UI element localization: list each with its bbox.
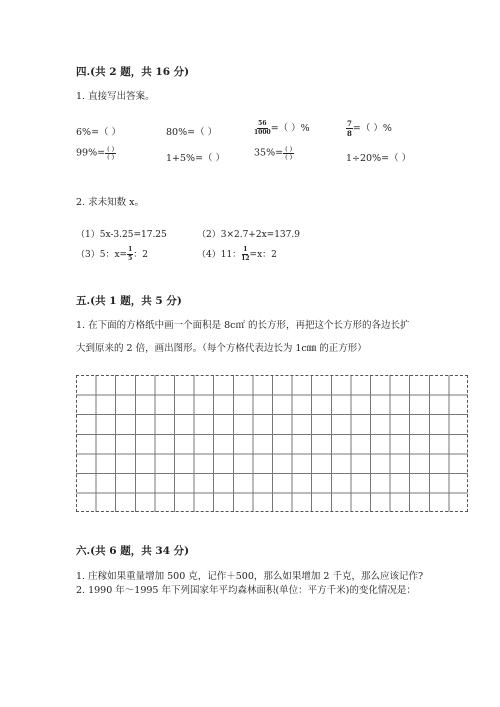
q1-prompt: 1. 直接写出答案。 [76, 91, 155, 102]
q2-prompt: 2. 求未知数 x。 [76, 197, 144, 208]
section-6-question-1: 1. 庄稼如果重量增加 500 克，记作＋500，那么如果增加 2 千克，那么应该记作? [76, 571, 424, 582]
calc-56-over-1000: $\frac{56}{1000}$ =（ ）% [254, 120, 310, 136]
calc-6-percent: 6%=（ ） [76, 127, 122, 138]
calc-99-percent: 99%= $\frac{( )}{( )}$ [76, 145, 115, 161]
equation-3: （3）5：x= $\frac{1}{5}$ ：2 [76, 246, 148, 262]
section-5-question-line-2: 大到原来的 2 倍，画出图形。（每个方格代表边长为 1c㎜ 的正方形） [76, 343, 367, 354]
square-grid-paper[interactable] [76, 375, 468, 512]
section-6-heading: 六.(共 6 题，共 34 分) [76, 545, 190, 557]
calc-7-over-8: $\frac{7}{8}$ =（ ）% [347, 119, 392, 138]
equation-2: （2）3×2.7+2x=137.9 [197, 230, 300, 240]
calc-1-div-20-percent: 1÷20%=（ ） [346, 153, 412, 164]
calc-80-percent: 80%=（ ） [166, 127, 218, 138]
equation-4: （4）11： $\frac{1}{12}$ =x：2 [197, 246, 277, 262]
section-4-heading: 四.(共 2 题，共 16 分) [76, 66, 190, 78]
equation-1: （1）5x-3.25=17.25 [76, 230, 167, 240]
calc-35-percent: 35%= $\frac{( )}{( )}$ [254, 145, 293, 161]
calc-1-plus-5-percent: 1+5%=（ ） [166, 153, 226, 164]
section-6-question-2: 2. 1990 年～1995 年下列国家年平均森林面积(单位：平方千米)的变化情况是： [76, 585, 416, 596]
section-5-question-line-1: 1. 在下面的方格纸中画一个面积是 8c㎡ 的长方形，再把这个长方形的各边长扩 [76, 320, 410, 331]
section-5-heading: 五.(共 1 题，共 5 分) [76, 295, 182, 307]
